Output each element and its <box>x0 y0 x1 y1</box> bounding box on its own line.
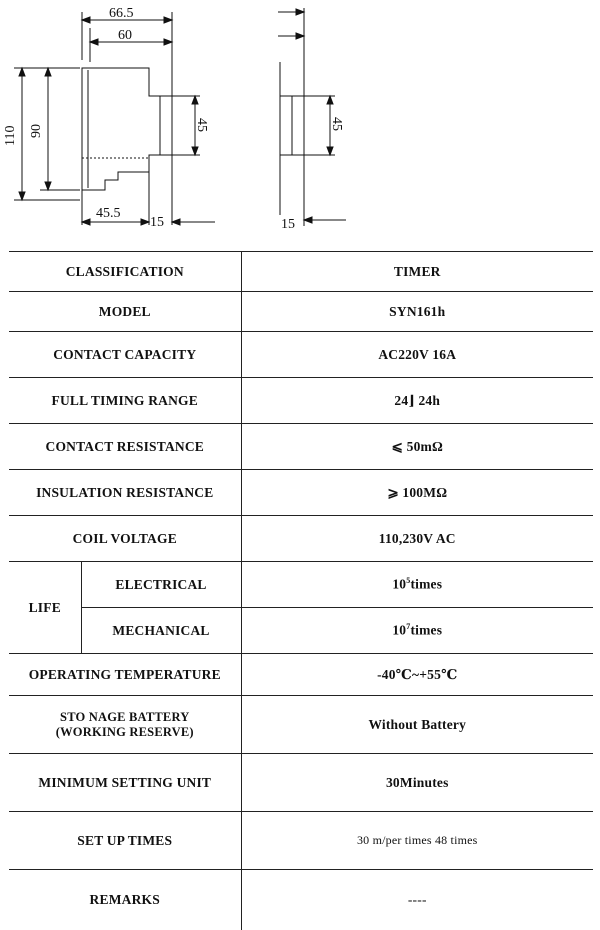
dim-15-front: 15 <box>150 215 164 230</box>
table-row <box>9 696 593 754</box>
full-timing-range-label: FULL TIMING RANGE <box>9 378 241 424</box>
coil-voltage-value: 110,230V AC <box>241 516 593 562</box>
spec-table <box>9 251 593 930</box>
set-up-times-label: SET UP TIMES <box>9 812 241 870</box>
operating-temperature-value: -40℃~+55℃ <box>241 654 593 696</box>
dim-90: 90 <box>29 124 44 138</box>
remarks-value: ---- <box>407 891 427 907</box>
dim-45-5: 45.5 <box>96 206 121 221</box>
table-row <box>9 292 593 332</box>
dim-45-side: 45 <box>329 117 344 131</box>
device-outline-drawing <box>0 0 600 245</box>
classification-value: TIMER <box>241 252 593 292</box>
set-up-times-value: 30 m/per times 48 times <box>241 812 593 870</box>
storage-battery-value: Without Battery <box>241 696 593 754</box>
table-row <box>9 252 593 292</box>
table-row <box>9 654 593 696</box>
life-electrical-label: ELECTRICAL <box>81 562 241 608</box>
contact-capacity-label: CONTACT CAPACITY <box>9 332 241 378</box>
table-row <box>9 378 593 424</box>
coil-voltage-label: COIL VOLTAGE <box>9 516 241 562</box>
dim-110: 110 <box>3 125 18 146</box>
table-row <box>9 608 593 654</box>
table-row <box>9 332 593 378</box>
table-row <box>9 562 593 608</box>
life-label: LIFE <box>9 562 81 654</box>
dim-60: 60 <box>118 28 132 43</box>
contact-resistance-label: CONTACT RESISTANCE <box>9 424 241 470</box>
dim-15-side: 15 <box>281 217 295 232</box>
contact-resistance-value: ⩽ 50mΩ <box>241 424 593 470</box>
insulation-resistance-value: ⩾ 100MΩ <box>241 470 593 516</box>
table-row <box>9 424 593 470</box>
storage-battery-label: STO NAGE BATTERY (WORKING RESERVE) <box>9 696 241 754</box>
table-row <box>9 754 593 812</box>
insulation-resistance-label: INSULATION RESISTANCE <box>9 470 241 516</box>
table-row <box>9 870 593 930</box>
life-electrical-value: $10^5times$ <box>241 562 593 608</box>
minimum-setting-unit-value: 30Minutes <box>241 754 593 812</box>
model-label: MODEL <box>9 292 241 332</box>
life-mechanical-label: MECHANICAL <box>81 608 241 654</box>
table-row <box>9 470 593 516</box>
table-row <box>9 516 593 562</box>
life-mechanical-value: $10^7times$ <box>241 608 593 654</box>
model-value: SYN161h <box>241 292 593 332</box>
minimum-setting-unit-label: MINIMUM SETTING UNIT <box>9 754 241 812</box>
operating-temperature-label: OPERATING TEMPERATURE <box>9 654 241 696</box>
contact-capacity-value: AC220V 16A <box>241 332 593 378</box>
dimension-drawing <box>0 0 600 245</box>
dim-66-5: 66.5 <box>109 6 134 21</box>
table-row <box>9 812 593 870</box>
classification-label: CLASSIFICATION <box>9 252 241 292</box>
full-timing-range-value: 24⌋ 24h <box>241 378 593 424</box>
remarks-label: REMARKS <box>9 870 241 930</box>
dim-45-front: 45 <box>194 118 209 132</box>
